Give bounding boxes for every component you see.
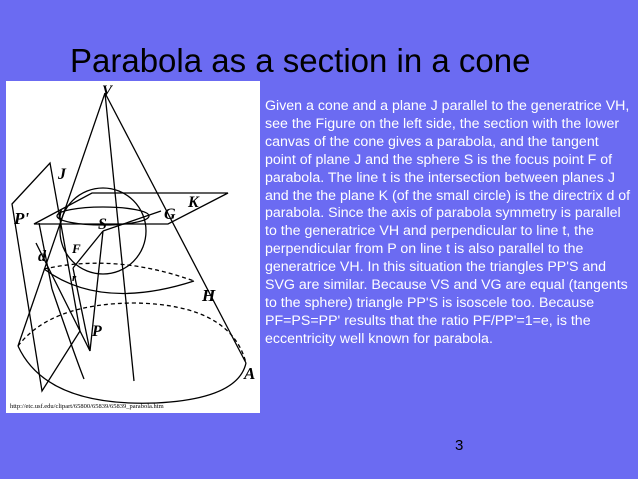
page-number: 3: [455, 437, 464, 454]
cone-parabola-figure: [6, 81, 260, 413]
label-s: S: [98, 216, 107, 233]
parabola-curve: [52, 289, 84, 379]
middle-section-front: [44, 269, 194, 294]
cone-base-back: [18, 303, 246, 363]
label-f: F: [72, 241, 81, 256]
label-p: P: [92, 323, 102, 340]
cone-right-edge: [105, 93, 246, 363]
cone-axis: [105, 93, 134, 381]
label-v: V: [102, 83, 113, 99]
label-p-prime: P': [14, 209, 30, 228]
label-d: d: [38, 248, 46, 265]
figure-source-url: http://etc.usf.edu/clipart/65800/65839/65839_parabola.htm: [10, 403, 164, 410]
slide-title: Parabola as a section in a cone: [70, 42, 531, 79]
cone-diagram: [6, 81, 260, 413]
label-g: G: [164, 206, 176, 223]
label-t: t: [58, 206, 63, 223]
line-s-g: [103, 211, 161, 231]
label-h: H: [202, 286, 216, 305]
middle-section-back: [44, 263, 194, 281]
label-k: K: [188, 194, 199, 211]
body-paragraph: Given a cone and a plane J parallel to the generatrice VH, see the Figure on the left side, the section with the lower canvas of the cone gives a parabola, and the tangent point of plane J and the sphere S is the focus point F of parabola. The line t is the intersection between planes J and the the plane K (of the small circle) is the directrix d of parabola. Since the axis of parabola symmetry is parallel to the generatrice VH and perpendicular to line t, the perpendicular from P on line t is also parallel to the generatrice VH. In this situation the triangles PP'S and SVG are similar. Because VS and VG are equal (tangents to the sphere) triangle PP'S is isoscele too. Because PF=PS=PP' results that the ratio PF/PP'=1=e, is the eccentricity well known for parabola.: [265, 98, 631, 347]
label-r: r: [72, 272, 77, 284]
label-j: J: [58, 166, 66, 183]
label-a: A: [244, 364, 256, 383]
